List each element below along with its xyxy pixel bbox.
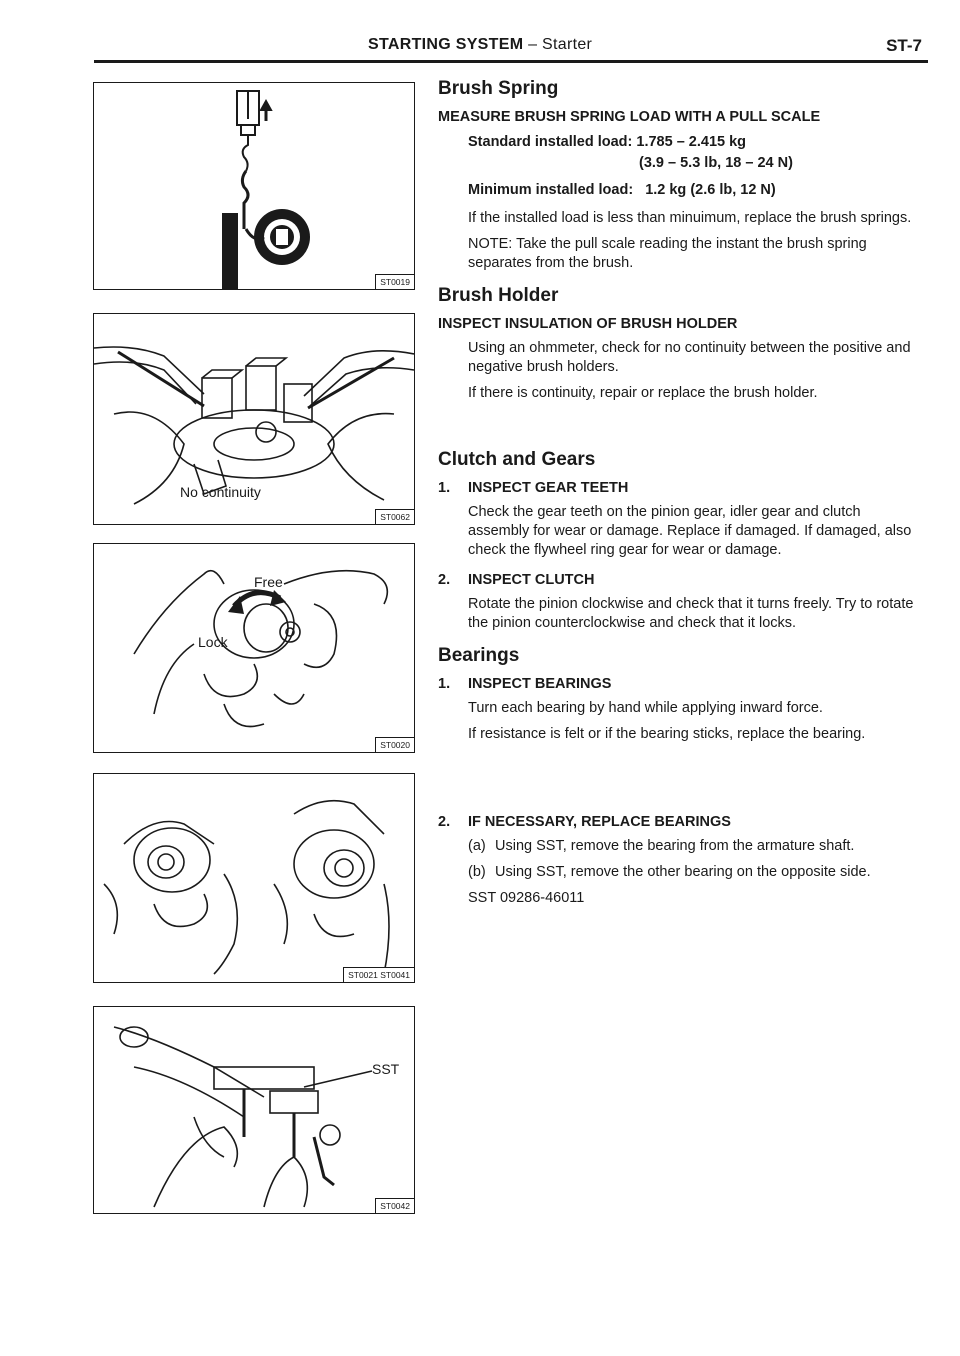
page-content bbox=[438, 78, 924, 915]
header-separator: – bbox=[523, 36, 543, 53]
lock-label: Lock bbox=[198, 634, 228, 650]
header-title bbox=[368, 36, 592, 54]
header-subtitle: Starter bbox=[542, 36, 593, 53]
step-number: 1. bbox=[438, 676, 451, 692]
clutch-step-2-body bbox=[438, 595, 924, 633]
sub-step-marker: (b) bbox=[468, 864, 486, 880]
clutch-step-1-body bbox=[438, 503, 924, 560]
brush-spring-title: Brush Spring bbox=[438, 78, 559, 99]
clutch-step-1 bbox=[438, 480, 924, 496]
sub-step-b bbox=[468, 863, 924, 882]
clutch-gears-title: Clutch and Gears bbox=[438, 449, 596, 470]
brush-holder-body bbox=[438, 339, 924, 403]
figure-code: ST0019 bbox=[375, 274, 414, 289]
step-number: 2. bbox=[438, 572, 451, 588]
page-number: ST-7 bbox=[886, 36, 922, 55]
sub-step-text: Using SST, remove the other bearing on the opposite side. bbox=[495, 864, 871, 880]
minimum-load-spec bbox=[468, 180, 924, 201]
figure-sst bbox=[93, 1006, 415, 1214]
bearings-paragraph-2: If resistance is felt or if the bearing sticks, replace the bearing. bbox=[468, 726, 866, 742]
brush-holder-title: Brush Holder bbox=[438, 285, 559, 306]
step-number: 1. bbox=[438, 480, 451, 496]
brush-holder-paragraph-1: Using an ohmmeter, check for no continuity between the positive and negative brush holders. bbox=[468, 340, 911, 375]
standard-load-value: 1.785 – 2.415 kg bbox=[636, 134, 747, 150]
sub-step-text: Using SST, remove the bearing from the armature shaft. bbox=[495, 838, 855, 854]
brush-holder-step: INSPECT INSULATION OF BRUSH HOLDER bbox=[438, 316, 738, 332]
pull-scale-illustration bbox=[94, 83, 414, 289]
sst-part-number: SST 09286-46011 bbox=[468, 890, 585, 906]
holder-block bbox=[222, 213, 238, 289]
figure-code: ST0021 ST0041 bbox=[343, 967, 414, 982]
figure-clutch bbox=[93, 543, 415, 753]
page-header bbox=[94, 36, 928, 63]
minimum-load-value: 1.2 kg (2.6 lb, 12 N) bbox=[645, 182, 776, 198]
bearings-paragraph-1: Turn each bearing by hand while applying inward force. bbox=[468, 700, 823, 716]
sub-step-marker: (a) bbox=[468, 838, 486, 854]
figure-code: ST0042 bbox=[375, 1198, 414, 1213]
bearings-illustration bbox=[94, 774, 414, 982]
brush-spring-step: MEASURE BRUSH SPRING LOAD WITH A PULL SCALE bbox=[438, 109, 821, 125]
bearings-step-1 bbox=[438, 676, 924, 692]
minimum-load-label: Minimum installed load: bbox=[468, 182, 634, 198]
figure-brush-holder bbox=[93, 313, 415, 525]
bearings-step-1-body bbox=[438, 699, 924, 744]
clutch-paragraph: Rotate the pinion clockwise and check that it turns freely. Try to rotate the pinion counterclockwise and check that it locks. bbox=[468, 596, 914, 631]
step-number: 2. bbox=[438, 814, 451, 830]
sub-step-a bbox=[468, 837, 924, 856]
brush-spring-paragraph: If the installed load is less than minuimum, replace the brush springs. bbox=[468, 210, 912, 226]
figure-code: ST0062 bbox=[375, 509, 414, 524]
step-heading: INSPECT GEAR TEETH bbox=[468, 480, 629, 496]
step-heading: INSPECT CLUTCH bbox=[468, 572, 595, 588]
bearings-title: Bearings bbox=[438, 645, 520, 666]
step-heading: IF NECESSARY, REPLACE BEARINGS bbox=[468, 814, 731, 830]
no-continuity-label: No continuity bbox=[180, 484, 261, 500]
bearings-step-2-body bbox=[438, 837, 924, 908]
gear-teeth-paragraph: Check the gear teeth on the pinion gear, idler gear and clutch assembly for wear or damage. Replace if damaged. If damaged, also check the flywheel ring gear for wear or damage. bbox=[468, 504, 912, 558]
figure-pull-scale bbox=[93, 82, 415, 290]
free-label: Free bbox=[254, 574, 283, 590]
clutch-step-2 bbox=[438, 572, 924, 588]
bearings-step-2 bbox=[438, 814, 924, 830]
brush-spring-body bbox=[438, 132, 924, 273]
brush-spring-note: NOTE: Take the pull scale reading the instant the brush spring separates from the brush. bbox=[468, 236, 867, 271]
standard-load-label: Standard installed load: bbox=[468, 134, 633, 150]
header-section: STARTING SYSTEM bbox=[368, 36, 524, 53]
brush-holder-paragraph-2: If there is continuity, repair or replace the brush holder. bbox=[468, 385, 818, 401]
sst-label: SST bbox=[372, 1061, 400, 1077]
standard-load-value-alt: (3.9 – 5.3 lb, 18 – 24 N) bbox=[639, 155, 793, 171]
sst-puller-illustration bbox=[94, 1007, 414, 1213]
step-heading: INSPECT BEARINGS bbox=[468, 676, 612, 692]
figure-code: ST0020 bbox=[375, 737, 414, 752]
standard-load-spec bbox=[468, 132, 924, 153]
figure-bearings bbox=[93, 773, 415, 983]
